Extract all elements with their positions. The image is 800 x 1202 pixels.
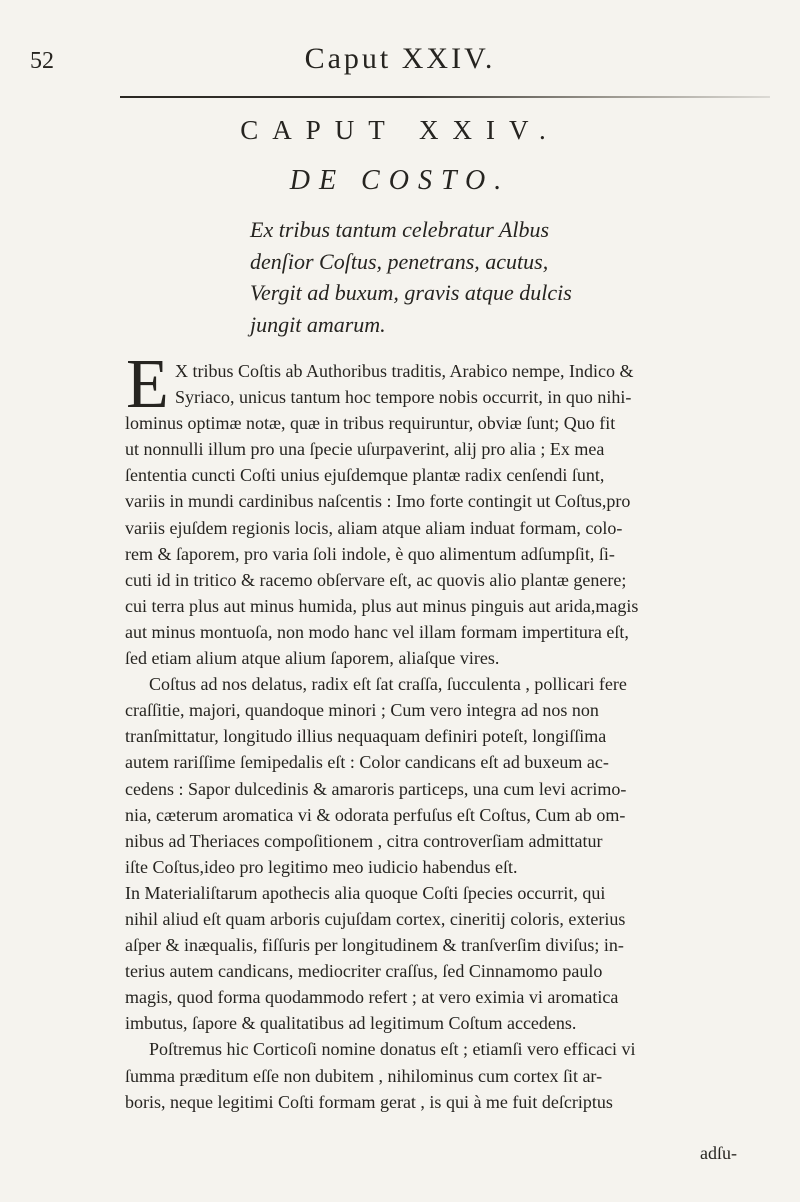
body-line: ſententia cuncti Coſti unius ejuſdemque plantæ radix cenſendi ſunt, bbox=[125, 465, 605, 486]
body-line: tranſmittatur, longitudo illius nequaquam definiri poteſt, longiſſima bbox=[125, 726, 607, 747]
body-line: cui terra plus aut minus humida, plus aut minus pinguis aut arida,magis bbox=[125, 595, 639, 616]
body-line: rem & ſaporem, pro varia ſoli indole, è quo alimentum adſumpſit, ſi- bbox=[125, 543, 615, 564]
body-line: imbutus, ſapore & qualitatibus ad legitimum Coſtum accedens. bbox=[125, 1013, 577, 1034]
body-line: boris, neque legitimi Coſti formam gerat , is qui à me fuit deſcriptus bbox=[125, 1091, 613, 1112]
body-line: cuti id in tritico & racemo obſervare eſt, ac quovis alio plantæ genere; bbox=[125, 569, 627, 590]
body-line: aut minus montuoſa, non modo hanc vel illam formam impertitura eſt, bbox=[125, 621, 629, 642]
drop-cap: E bbox=[126, 346, 169, 423]
chapter-title: CAPUT XXIV. bbox=[240, 115, 560, 145]
body-line: ut nonnulli illum pro una ſpecie uſurpaverint, alij pro alia ; Ex mea bbox=[125, 439, 605, 460]
running-head: Caput XXIV. bbox=[304, 42, 496, 75]
body-line: cedens : Sapor dulcedinis & amaroris particeps, una cum levi acrimo- bbox=[125, 778, 627, 799]
catchword: adſu- bbox=[700, 1143, 737, 1163]
body-line: Syriaco, unicus tantum hoc tempore nobis occurrit, in quo nihi- bbox=[175, 387, 632, 408]
body-line: terius autem candicans, mediocriter craſſus, ſed Cinnamomo paulo bbox=[125, 961, 603, 982]
body-line: nibus ad Theriaces compoſitionem , citra controverſiam admittatur bbox=[125, 830, 603, 851]
page-number: 52 bbox=[30, 48, 54, 74]
body-line: variis in mundi cardinibus naſcentis : Imo forte contingit ut Coſtus,pro bbox=[125, 491, 631, 512]
body-line: X tribus Coſtis ab Authoribus traditis, Arabico nempe, Indico & bbox=[175, 361, 634, 381]
summary-line: denſior Coſtus, penetrans, acutus, bbox=[250, 248, 549, 274]
body-line: ſumma præditum eſſe non dubitem , nihilominus cum cortex ſit ar- bbox=[125, 1065, 603, 1086]
body-line: magis, quod forma quodammodo refert ; at vero eximia vi aromatica bbox=[125, 987, 619, 1008]
body-line: Coſtus ad nos delatus, radix eſt ſat craſſa, ſucculenta , pollicari fere bbox=[149, 674, 627, 695]
body-line: ſed etiam alium atque alium ſaporem, aliaſque vires. bbox=[125, 648, 500, 669]
body-line: In Materialiſtarum apothecis alia quoque Coſti ſpecies occurrit, qui bbox=[125, 882, 606, 903]
body-line: iſte Coſtus,ideo pro legitimo meo iudicio habendus eſt. bbox=[125, 856, 518, 877]
body-line: aſper & inæqualis, fiſſuris per longitudinem & tranſverſim diviſus; in- bbox=[125, 935, 624, 956]
body-line: Poſtremus hic Corticoſi nomine donatus eſt ; etiamſi vero efficaci vi bbox=[149, 1039, 636, 1060]
body-line: nia, cæterum aromatica vi & odorata perfuſus eſt Coſtus, Cum ab om- bbox=[125, 804, 626, 825]
summary-line: Vergit ad buxum, gravis atque dulcis bbox=[250, 280, 572, 305]
header-rule bbox=[120, 96, 770, 98]
body-line: craſſitie, majori, quandoque minori ; Cum vero integra ad nos non bbox=[125, 700, 599, 721]
body-line: autem rariſſime ſemipedalis eſt : Color candicans eſt ad buxeum ac- bbox=[125, 752, 609, 773]
summary-line: jungit amarum. bbox=[250, 311, 386, 337]
body-text bbox=[125, 358, 765, 1115]
summary-line: Ex tribus tantum celebratur Albus bbox=[250, 217, 550, 242]
chapter-summary bbox=[250, 214, 710, 340]
body-line: lominus optimæ notæ, quæ in tribus requiruntur, obviæ ſunt; Quo fit bbox=[125, 413, 616, 434]
body-line: nihil aliud eſt quam arboris cujuſdam cortex, cineritij coloris, exterius bbox=[125, 908, 626, 929]
subject-title: DE COSTO. bbox=[289, 165, 511, 196]
body-line: variis ejuſdem regionis locis, aliam atque aliam induat formam, colo- bbox=[125, 517, 623, 538]
